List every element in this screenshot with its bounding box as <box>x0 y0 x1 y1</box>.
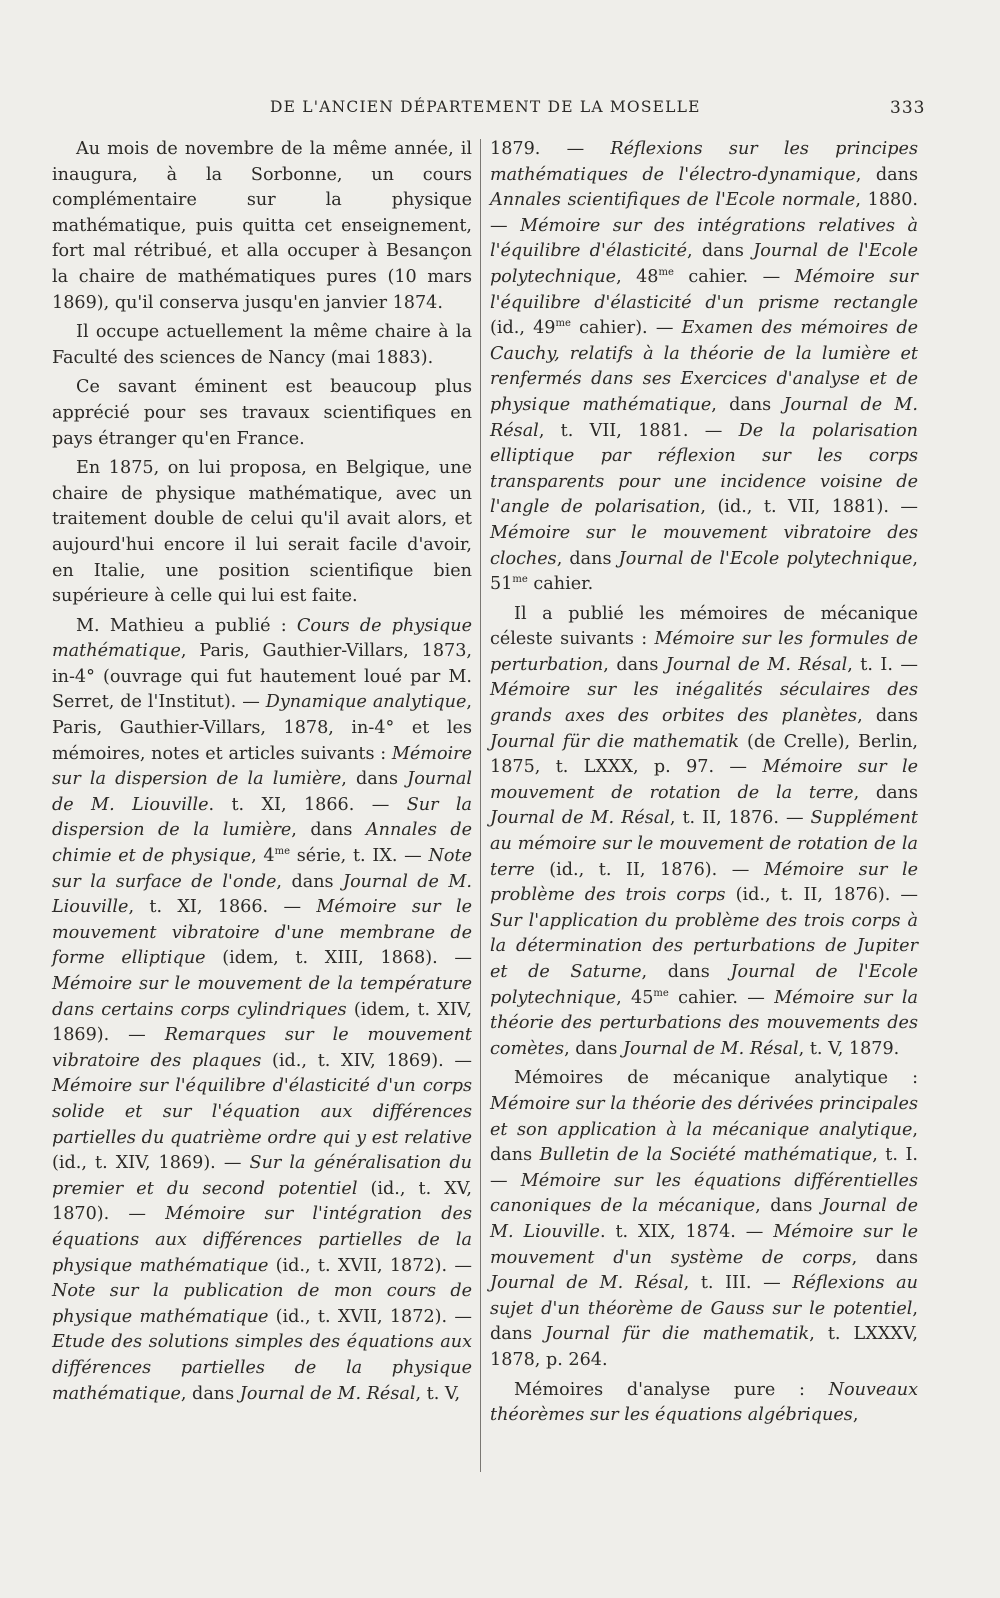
text-run: , dans <box>853 782 919 803</box>
paragraph: En 1875, on lui proposa, en Belgique, une chaire de physique mathématique, avec un traitement double de celui qu'il avait alors, et aujourd'hui encore il lui serait facile d'avoir, en Italie, une position scientifique bien supérieure à celle qui lui est faite. <box>52 458 472 607</box>
text-run: Mémoires de mécanique analytique : <box>514 1068 918 1089</box>
superscript: me <box>274 846 291 858</box>
text-run: (id., t. II, 1876). — <box>725 885 918 906</box>
text-run: , <box>852 1405 859 1426</box>
paragraph-continued <box>490 137 918 598</box>
work-title: Cours de physique mathématique <box>52 615 472 662</box>
work-title: Mémoire sur l'équilibre d'élasticité d'un corps solide et sur l'équation aux différences partielles du quatrième ordre qui y est relative <box>52 1076 472 1148</box>
work-title: Mémoire sur les inégalités séculaires des grands axes des orbites des planètes <box>490 680 918 727</box>
superscript: me <box>658 267 674 279</box>
text-run: . t. XIX, 1874. — <box>599 1221 774 1242</box>
text-run: , t. II, 1876. — <box>669 808 811 829</box>
journal-title: Journal für die mathematik <box>490 731 740 752</box>
text-run: , dans <box>711 394 784 415</box>
text-run: , t. VII, 1881. — <box>538 420 739 441</box>
paragraph: Il occupe actuellement la même chaire à la Faculté des sciences de Nancy (mai 1883). <box>52 322 472 368</box>
text-run: cahier. — <box>668 987 775 1008</box>
work-title: Remarques sur le mouvement vibratoire des plaques <box>52 1025 472 1071</box>
text-run: , dans <box>180 1383 240 1404</box>
journal-title: Bulletin de la Société mathématique <box>539 1145 873 1166</box>
right-column <box>490 137 918 1429</box>
superscript: me <box>653 987 669 999</box>
text-run: (id., t. XIV, 1869). — <box>261 1050 472 1071</box>
journal-title: Journal de M. Liouville <box>490 1196 918 1242</box>
text-run: , dans <box>641 962 731 982</box>
journal-title: Journal für die mathematik <box>545 1324 810 1345</box>
work-title: Note sur la surface de l'onde <box>52 846 472 892</box>
header-title: DE L'ANCIEN DÉPARTEMENT DE LA MOSELLE <box>270 98 701 116</box>
column-divider <box>480 139 481 1472</box>
journal-title: Journal de l'Ecole polytechnique <box>490 962 918 1008</box>
text-run: , 51 <box>490 548 918 595</box>
work-title: Réflexions sur les principes mathématiques de l'électro-dynamique <box>490 139 918 185</box>
text-run: , dans <box>857 706 918 727</box>
text-run: (id., t. XVII, 1872). — <box>268 1306 472 1327</box>
work-title: Mémoire sur les équations différentielles canoniques de la mécanique <box>490 1170 918 1217</box>
work-title: Mémoire sur la dispersion de la lumière <box>52 743 472 790</box>
text-run: , dans <box>603 654 666 675</box>
journal-title: Journal de M. Résal <box>239 1383 416 1404</box>
text-run: , dans <box>851 1247 919 1268</box>
text-run: . t. XI, 1866. — <box>208 794 407 815</box>
text-run: , 45 <box>616 987 654 1008</box>
work-title: Supplément au mémoire sur le mouvement de rotation de la terre <box>490 808 918 880</box>
work-title: Sur l'application du problème des trois corps à la détermination des perturbations de Jupiter et de Saturne <box>490 910 918 982</box>
work-title: Mémoire sur l'intégration des équations aux différences partielles de la physique mathématique <box>52 1204 472 1276</box>
work-title: Nouveaux théorèmes sur les équations algébriques <box>490 1379 918 1426</box>
paragraph <box>490 602 918 1063</box>
text-run: , dans <box>564 1038 623 1059</box>
text-run: , dans <box>341 769 408 790</box>
paragraph <box>490 1378 918 1429</box>
work-title: Examen des mémoires de Cauchy, relatifs à la théorie de la lumière et renfermés dans ses Exercices d'analyse et de physique mathématique <box>490 318 919 415</box>
text-run: , dans <box>556 548 619 569</box>
work-title: Mémoire sur des intégrations relatives à l'équilibre d'élasticité <box>490 215 919 262</box>
journal-title: Journal de M. Résal <box>665 654 848 675</box>
text-run: , (id., t. VII, 1881). — <box>700 497 918 518</box>
work-title: Mémoire sur les formules de perturbation <box>490 629 918 675</box>
text-run: cahier. — <box>673 266 795 287</box>
text-run: , t. V, 1879. <box>798 1038 900 1059</box>
text-run: M. Mathieu a publié : <box>76 615 297 636</box>
work-title: Mémoire sur le mouvement de la température dans certains corps cylindriques <box>52 974 472 1020</box>
text-run: série, t. IX. — <box>290 846 429 867</box>
text-run: , t. III. — <box>683 1273 793 1294</box>
journal-title: Journal de l'Ecole polytechnique <box>490 241 918 287</box>
journal-title: Annales de chimie et de physique <box>52 820 472 867</box>
text-run: , 1880. — <box>490 190 918 236</box>
text-run: , dans <box>490 1298 918 1345</box>
work-title: Mémoire sur le problème des trois corps <box>490 859 918 906</box>
text-run: , t. I. — <box>490 1145 918 1191</box>
work-title: Mémoire sur la théorie des dérivées principales et son application à la mécanique analytique <box>490 1093 918 1140</box>
journal-title: Journal de l'Ecole polytechnique <box>618 548 913 569</box>
journal-title: Journal de M. Résal <box>490 394 918 441</box>
text-run: , 4 <box>251 846 275 867</box>
text-run: (idem, t. XIII, 1868). — <box>205 948 472 969</box>
superscript: me <box>512 574 528 586</box>
paragraph: Ce savant éminent est beaucoup plus apprécié pour ses travaux scientifiques en pays étranger qu'en France. <box>52 377 472 449</box>
paragraph: Au mois de novembre de la même année, il inaugura, à la Sorbonne, un cours complémentaire sur la physique mathématique, puis quitta cet enseignement, fort mal rétribué, et alla occuper à Besançon la chaire de mathématiques pures (10 mars 1869), qu'il conserva jusqu'en janvier 1874. <box>52 139 472 313</box>
journal-title: Annales scientifiques de l'Ecole normale <box>490 190 856 211</box>
work-title: Mémoire sur le mouvement de rotation de la terre <box>490 757 918 803</box>
text-run: , 48 <box>616 266 659 287</box>
work-title: Note sur la publication de mon cours de physique mathématique <box>52 1281 472 1327</box>
journal-title: Journal de M. Résal <box>622 1038 799 1059</box>
work-title: Réflexions au sujet d'un théorème de Gauss sur le potentiel <box>490 1273 918 1319</box>
work-title: Sur la dispersion de la lumière <box>52 794 472 841</box>
journal-title: Journal de M. Liouville <box>52 769 472 815</box>
page-number: 333 <box>890 98 926 118</box>
text-run: (id., 49 <box>490 318 556 339</box>
text-run: , dans <box>855 164 919 185</box>
text-run: , t. I. — <box>847 654 919 675</box>
text-run: 1879. — <box>490 139 611 159</box>
work-title: Sur la généralisation du premier et du second potentiel <box>52 1153 472 1199</box>
text-run: , dans <box>755 1196 822 1217</box>
text-run: Mémoires d'analyse pure : <box>514 1379 829 1400</box>
text-run: , Paris, Gauthier-Villars, 1878, in-4° et les mémoires, notes et articles suivants : <box>52 692 472 764</box>
superscript: me <box>555 318 571 330</box>
text-run: (id., t. XVII, 1872). — <box>268 1255 472 1276</box>
left-column <box>52 137 472 1407</box>
text-run: , Paris, Gauthier-Villars, 1873, in-4° (ouvrage qui fut hautement loué par M. Serret, de l'Institut). — <box>52 641 472 713</box>
text-run: (id., t. XIV, 1869). — <box>52 1153 250 1174</box>
journal-title: Journal de M. Résal <box>490 808 670 829</box>
text-run: Il a publié les mémoires de mécanique céleste suivants : <box>490 603 918 650</box>
paragraph <box>490 1066 918 1373</box>
work-title: De la polarisation elliptique par réflexion sur les corps transparents pour une incidence voisine de l'angle de polarisation <box>490 420 918 518</box>
text-run: , dans <box>490 1119 918 1166</box>
text-run: , dans <box>276 871 344 892</box>
text-run: (id., t. XV, 1870). — <box>52 1178 472 1225</box>
text-run: , t. LXXXV, 1878, p. 264. <box>490 1324 918 1370</box>
work-title: Mémoire sur l'équilibre d'élasticité d'un prisme rectangle <box>490 266 919 313</box>
text-run: cahier). — <box>570 318 682 339</box>
work-title: Dynamique analytique <box>265 692 467 713</box>
text-run: , dans <box>291 820 366 841</box>
journal-title: Journal de M. Liouville <box>52 871 473 918</box>
text-run: cahier. <box>527 574 594 595</box>
paragraph-bibliography <box>52 614 472 1407</box>
work-title: Mémoire sur le mouvement vibratoire des cloches <box>490 522 918 569</box>
text-run: (id., t. II, 1876). — <box>534 859 764 880</box>
work-title: Mémoire sur le mouvement d'un système de corps <box>490 1221 918 1268</box>
journal-title: Journal de M. Résal <box>490 1273 684 1294</box>
text-run: , t. XI, 1866. — <box>128 897 317 918</box>
text-run: , t. V, <box>415 1383 461 1404</box>
text-run: (de Crelle), Berlin, 1875, t. LXXX, p. 97. — <box>490 731 918 778</box>
text-run: (idem, t. XIV, 1869). — <box>52 999 472 1046</box>
text-run: , dans <box>687 241 754 262</box>
work-title: Mémoire sur le mouvement vibratoire d'une membrane de forme elliptique <box>52 897 473 969</box>
work-title: Etude des solutions simples des équations aux différences partielles de la physique mathématique <box>52 1332 472 1404</box>
work-title: Mémoire sur la théorie des perturbations des mouvements des comètes <box>490 987 918 1059</box>
